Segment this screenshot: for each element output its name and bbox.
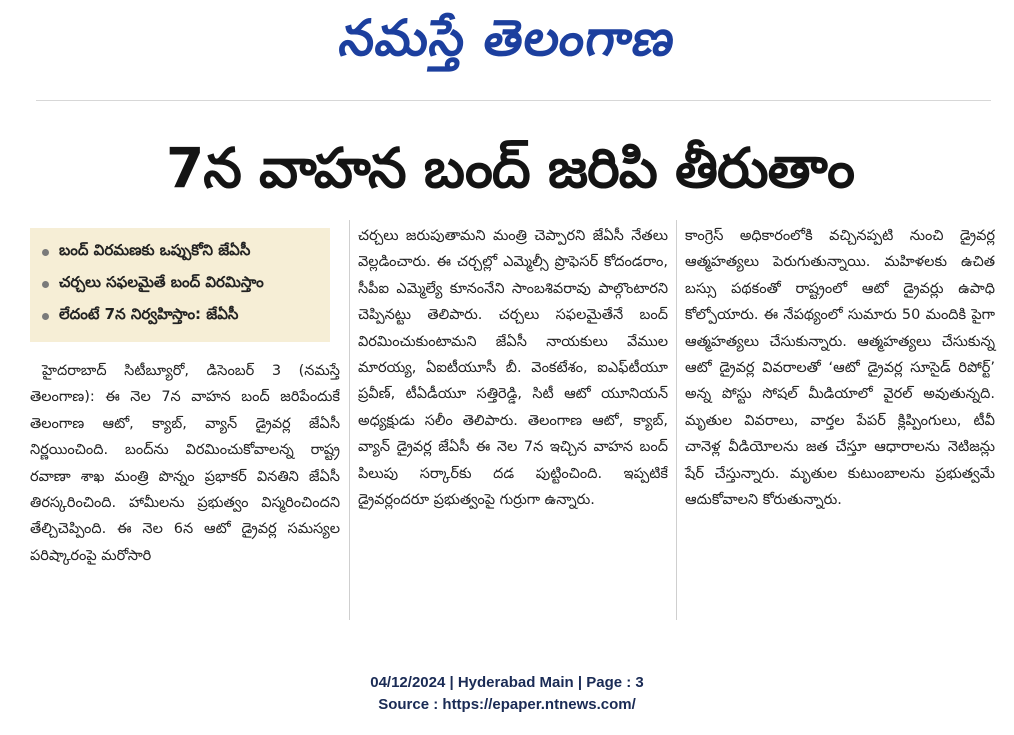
headline (30, 128, 990, 208)
masthead-divider (36, 100, 991, 101)
column-divider (349, 220, 350, 620)
article-column-1 (30, 358, 340, 569)
article-column-2 (358, 223, 668, 513)
footer (0, 672, 1014, 716)
footer-edition-info: 04/12/2024 | Hyderabad Main | Page : 3 (370, 674, 644, 691)
article-paragraph: చర్చలు జరుపుతామని మంత్రి చెప్పారని జేఏసీ నేతలు వెల్లడించారు. ఈ చర్చల్లో ఎమ్మెల్సీ ప్రొఫెసర్ కోదండరాం, సీపీఐ ఎమ్మెల్యే కూనంనేని సాంబశివరావు పాల్గొంటారని చెప్పినట్టు తెలిపారు. చర్చలు సఫలమైతేనే బంద్ విరమించుకుంటామని జేఏసీ నాయకులు వేముల మారయ్య, ఏఐటీయూసీ బీ. వెంకటేశం, ఐఎఫ్‌టీయూ ప్రవీణ్, టీఏడీయూ సత్తిరెడ్డి, సిటీ ఆటో యూనియన్ అధ్యక్షుడు సలీం తెలిపారు. తెలంగాణ ఆటో, క్యాబ్, వ్యాన్ డ్రైవర్ల జేఏసీ ఈ నెల 7న ఇచ్చిన వాహన బంద్ పిలుపు సర్కార్‌కు దడ పుట్టించింది. ఇప్పటికే డ్రైవర్లందరూ ప్రభుత్వంపై గుర్రుగా ఉన్నారు. (358, 228, 668, 509)
highlight-item: లేదంటే 7న నిర్వహిస్తాం: జేఏసీ (42, 300, 322, 332)
article-column-3 (685, 223, 995, 513)
bullet-icon (42, 313, 49, 320)
highlights-box (30, 228, 330, 342)
headline-text: 7న వాహన బంద్ జరిపి తీరుతాం (165, 136, 855, 200)
article-paragraph: కాంగ్రెస్ అధికారంలోకి వచ్చినప్పటి నుంచి డ్రైవర్ల ఆత్మహత్యలు పెరుగుతున్నాయి. మహిళలకు ఉచిత బస్సు పథకంతో రాష్ట్రంలో ఆటో డ్రైవర్లు ఉపాధి కోల్పోయారు. ఈ నేపథ్యంలో సుమారు 50 మందికి పైగా ఆత్మహత్యలు చేసుకున్నారు. ఆత్మహత్యలు చేసుకున్న ఆటో డ్రైవర్ల వివరాలతో ‘ఆటో డ్రైవర్ల సూసైడ్ రిపోర్ట్’ అన్న పోస్టు సోషల్ మీడియాలో వైరల్ అవుతున్నది. మృతుల వివరాలు, వార్తల పేపర్ క్లిప్పింగులు, టీవీ చానెళ్ల వీడియోలను జత చేస్తూ ఆధారాలను నెటిజన్లు షేర్ చేస్తున్నారు. మృతుల కుటుంబాలను ప్రభుత్వమే ఆదుకోవాలని కోరుతున్నారు. (685, 228, 995, 509)
bullet-icon (42, 249, 49, 256)
article-paragraph: హైదరాబాద్ సిటీబ్యూరో, డిసెంబర్ 3 (నమస్తే తెలంగాణ): ఈ నెల 7న వాహన బంద్ జరిపేందుకే తెలంగాణ ఆటో, క్యాబ్, వ్యాన్ డ్రైవర్ల జేఏసీ నిర్ణయించింది. బంద్‌ను విరమించుకోవాలన్న రాష్ట్ర రవాణా శాఖ మంత్రి పొన్నం ప్రభాకర్ వినతిని జేఏసీ తిరస్కరించింది. హామీలను ప్రభుత్వం విస్మరించిందని తేల్చిచెప్పింది. ఈ నెల 6న ఆటో డ్రైవర్ల సమస్యల పరిష్కారంపై మరోసారి (30, 363, 340, 564)
column-divider (676, 220, 677, 620)
newspaper-logo: నమస్తే తెలంగాణ (335, 8, 680, 67)
bullet-icon (42, 281, 49, 288)
masthead (0, 8, 1014, 80)
highlight-item: బంద్ విరమణకు ఒప్పుకోని జేఏసీ (42, 236, 322, 268)
highlight-item: చర్చలు సఫలమైతే బంద్ విరమిస్తాం (42, 268, 322, 300)
footer-source-link[interactable]: Source : https://epaper.ntnews.com/ (378, 696, 636, 713)
